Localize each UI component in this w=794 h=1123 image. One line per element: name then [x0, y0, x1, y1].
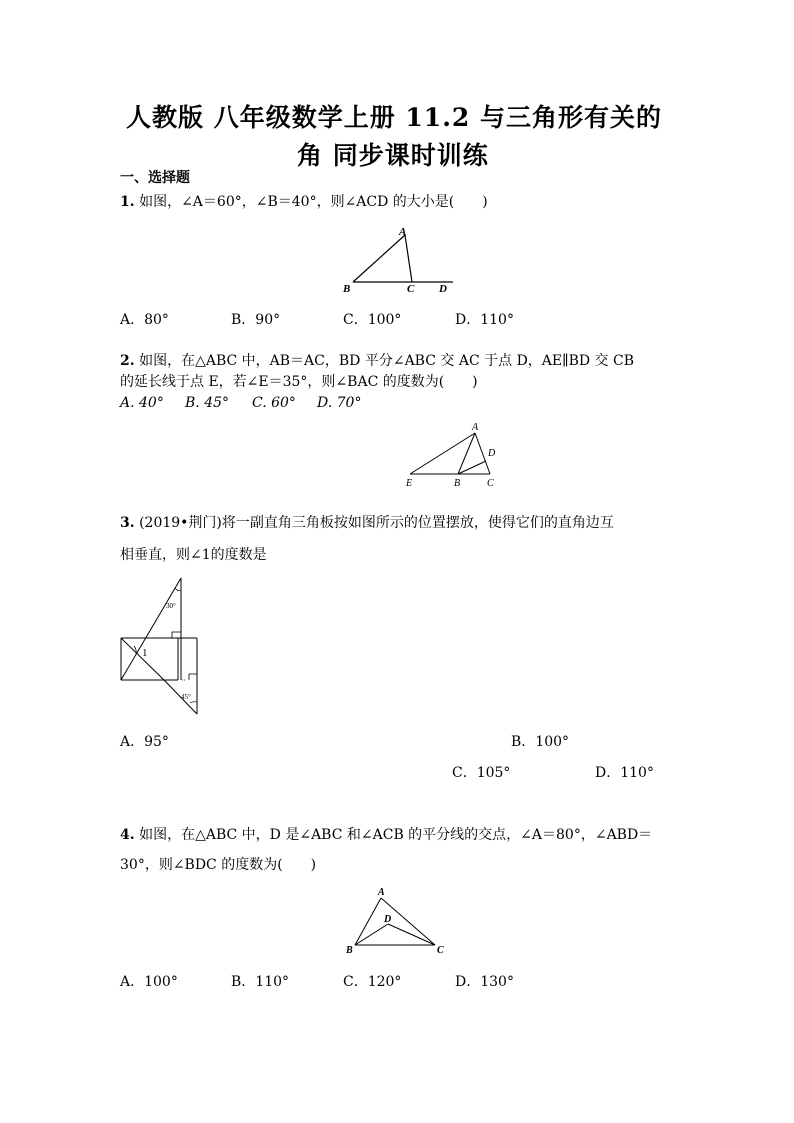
q4-option-b[interactable]: B．110°: [231, 974, 290, 990]
q1-figure: [335, 222, 455, 294]
q3-option-d[interactable]: D．110°: [595, 765, 654, 781]
q2-label-d: D: [488, 448, 496, 459]
q2-label-b: B: [454, 478, 461, 489]
q1-label-d: D: [439, 283, 447, 294]
question-text: 如图，∠A＝60°，∠B＝40°，则∠ACD 的大小是( ): [134, 194, 488, 210]
q2-label-a: A: [472, 422, 479, 433]
page-title-line2: 角 同步课时训练: [297, 141, 489, 170]
q3-label-1: 1: [142, 647, 148, 659]
q1-option-c[interactable]: C．100°: [343, 312, 402, 328]
question-number: 1.: [120, 194, 135, 210]
q2-figure: [400, 418, 506, 492]
question-2-line1: [120, 353, 634, 370]
question-number: 3.: [120, 515, 135, 531]
q4-label-a: A: [378, 887, 385, 898]
question-text: 如图，在△ABC 中，AB＝AC，BD 平分∠ABC 交 AC 于点 D，AE∥BD 交 CB: [134, 353, 635, 369]
q3-figure: [118, 573, 202, 717]
q1-option-d[interactable]: D．110°: [455, 312, 514, 328]
q2-option-b[interactable]: B. 45°: [185, 395, 230, 411]
question-text: (2019•荆门)将一副直角三角板按如图所示的位置摆放，使得它们的直角边互: [134, 515, 614, 531]
q2-option-a[interactable]: A. 40°: [120, 395, 164, 411]
q1-option-b[interactable]: B．90°: [231, 312, 281, 328]
q3-label-45: 45°: [181, 693, 191, 701]
q1-option-a[interactable]: A．80°: [120, 312, 169, 328]
q1-label-b: B: [343, 283, 351, 294]
q3-label-30: 30°: [166, 602, 176, 610]
question-3-line1: [120, 515, 614, 532]
q4-option-c[interactable]: C．120°: [343, 974, 402, 990]
page-title-line1: 人教版 八年级数学上册 11.2 与三角形有关的: [126, 103, 663, 132]
question-4-line2: 30°，则∠BDC 的度数为( ): [120, 857, 317, 873]
q1-label-a: A: [399, 226, 407, 238]
question-text: 如图，在△ABC 中，D 是∠ABC 和∠ACB 的平分线的交点，∠A＝80°，∠ABD＝: [134, 827, 653, 843]
q4-label-d: D: [384, 914, 392, 925]
q3-option-c[interactable]: C．105°: [452, 765, 511, 781]
question-3-line2: 相垂直，则∠1的度数是: [120, 547, 267, 563]
q1-label-c: C: [407, 283, 415, 294]
question-1: [120, 194, 488, 211]
q3-option-b[interactable]: B．100°: [511, 734, 570, 750]
q2-option-d[interactable]: D. 70°: [317, 395, 362, 411]
q2-label-c: C: [487, 478, 494, 489]
q4-option-a[interactable]: A．100°: [120, 974, 178, 990]
q4-label-b: B: [346, 945, 353, 955]
q4-label-c: C: [437, 945, 444, 955]
q2-option-c[interactable]: C. 60°: [252, 395, 296, 411]
q4-figure: [343, 883, 453, 955]
q2-label-e: E: [406, 478, 413, 489]
q4-option-d[interactable]: D．130°: [455, 974, 514, 990]
q3-option-a[interactable]: A．95°: [120, 734, 169, 750]
question-number: 4.: [120, 827, 135, 843]
question-4-line1: [120, 827, 652, 844]
section-heading: 一、选择题: [120, 170, 190, 186]
question-number: 2.: [120, 353, 135, 369]
question-2-line2: 的延长线于点 E，若∠E＝35°，则∠BAC 的度数为( ): [120, 374, 478, 390]
